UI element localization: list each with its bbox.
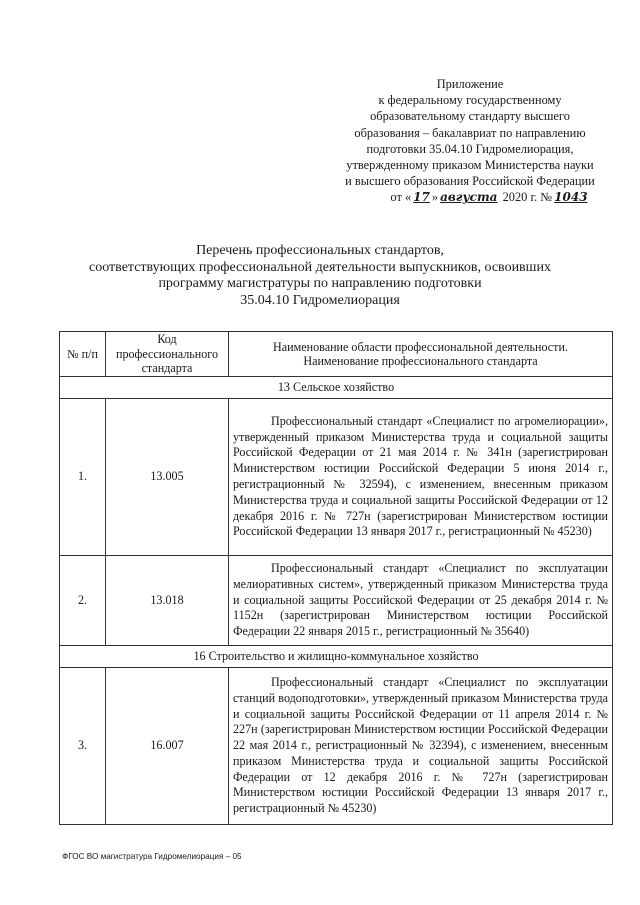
appendix-block bbox=[320, 76, 620, 206]
appendix-line: образования – бакалавриат по направлению bbox=[354, 125, 586, 140]
row-text: Профессиональный стандарт «Специалист по эксплуатации мелиоративных систем», утвержденный приказом Министерства труда и социальной защиты Российской Федерации от 25 декабря 2014 г. № 1152н (зарегистрирован Министерством юстиции Российской Федерации 22 января 2015 г., регистрационный № 35640) bbox=[233, 561, 608, 639]
row-num: 3. bbox=[60, 668, 106, 825]
row-description bbox=[229, 556, 613, 646]
date-prefix: от « bbox=[390, 190, 412, 205]
appendix-line: образовательному стандарту высшего bbox=[370, 109, 570, 124]
header-name-line: Наименование области профессиональной деятельности. bbox=[273, 339, 568, 354]
title-line: Перечень профессиональных стандартов, bbox=[196, 243, 444, 258]
table-row bbox=[60, 668, 613, 825]
date-year: 2020 г. № bbox=[502, 190, 553, 205]
row-description bbox=[229, 399, 613, 556]
row-code: 16.007 bbox=[106, 668, 229, 825]
row-num: 2. bbox=[60, 556, 106, 646]
table-header-row bbox=[60, 332, 613, 377]
document-title bbox=[40, 243, 600, 309]
appendix-date-line bbox=[320, 189, 620, 205]
header-num: № п/п bbox=[60, 332, 106, 377]
title-line: программу магистратуры по направлению подготовки bbox=[158, 276, 482, 291]
page-footer: ФГОС ВО магистратура Гидромелиорация – 05 bbox=[62, 852, 242, 861]
section-row bbox=[60, 377, 613, 399]
title-line: соответствующих профессиональной деятельности выпускников, освоивших bbox=[89, 259, 551, 275]
appendix-line: утвержденному приказом Министерства науки bbox=[346, 158, 594, 173]
standards-table bbox=[59, 331, 613, 825]
header-code: Код профессионального стандарта bbox=[106, 332, 229, 377]
header-name-line: Наименование профессионального стандарта bbox=[303, 354, 538, 368]
section-row bbox=[60, 646, 613, 668]
handwritten-day: 17 bbox=[413, 190, 430, 205]
appendix-line: Приложение bbox=[436, 77, 504, 91]
table-row bbox=[60, 556, 613, 646]
row-code: 13.005 bbox=[106, 399, 229, 556]
row-text: Профессиональный стандарт «Специалист по эксплуатации станций водоподготовки», утвержденный приказом Министерства труда и социальной защиты Российской Федерации от 11 апреля 2014 г. № 227н (зарегистрирован Министерством юстиции Российской Федерации 22 мая 2014 г., регистрационный № 32394), с изменением, внесенным приказом Министерства труда и социальной защиты Российской Федерации от 12 декабря 2016 г. № 727н (зарегистрирован Министерством юстиции Российской Федерации 13 января 2017 г., регистрационный № 45230) bbox=[233, 674, 608, 816]
title-line: 35.04.10 Гидромелиорация bbox=[240, 292, 400, 308]
header-name bbox=[229, 332, 613, 377]
appendix-line: подготовки 35.04.10 Гидромелиорация, bbox=[366, 141, 574, 156]
row-description bbox=[229, 668, 613, 825]
table-row bbox=[60, 399, 613, 556]
appendix-line: к федеральному государственному bbox=[378, 93, 562, 108]
date-mid: » bbox=[431, 190, 439, 205]
handwritten-month: августа bbox=[440, 190, 498, 205]
section-title: 16 Строительство и жилищно-коммунальное хозяйство bbox=[60, 646, 613, 668]
handwritten-order-number: 1043 bbox=[554, 190, 588, 205]
row-num: 1. bbox=[60, 399, 106, 556]
section-title: 13 Сельское хозяйство bbox=[60, 377, 613, 399]
row-text: Профессиональный стандарт «Специалист по агромелиорации», утвержденный приказом Министерства труда и социальной защиты Российской Федерации от 21 мая 2014 г. № 341н (зарегистрирован Министерством юстиции Российской Федерации 5 июня 2014 г., регистрационный № 32594), с изменением, внесенным приказом Министерства труда и социальной защиты Российской Федерации от 12 декабря 2016 г. № 727н (зарегистрирован Министерством юстиции Российской Федерации 13 января 2017 г., регистрационный № 45230) bbox=[233, 413, 608, 539]
row-code: 13.018 bbox=[106, 556, 229, 646]
appendix-line: и высшего образования Российской Федерации bbox=[345, 174, 595, 189]
